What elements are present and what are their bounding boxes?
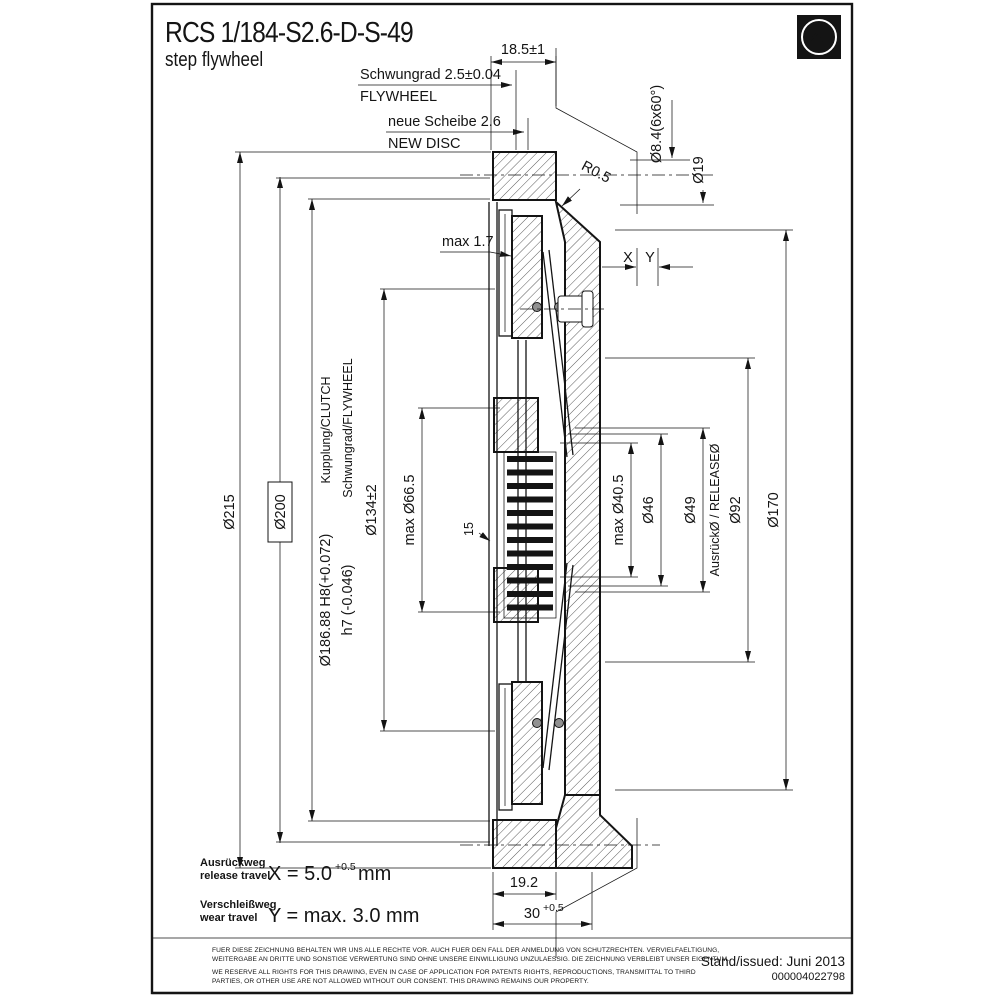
- rivet-bottom-left: [533, 719, 542, 728]
- dim-d40: max Ø40.5: [611, 474, 627, 546]
- dim-d200: Ø200: [273, 494, 289, 530]
- release-travel-label-en: release travel: [200, 870, 271, 882]
- dim-d186-note: Kupplung/CLUTCH: [319, 376, 333, 484]
- wear-travel-label-de: Verschleißweg: [200, 899, 277, 911]
- dim-d66: max Ø66.5: [402, 474, 418, 546]
- dim-max-runout: max 1.7: [442, 234, 494, 250]
- dim-y-label: Y: [645, 250, 655, 266]
- part-number: RCS 1/184-S2.6-D-S-49: [165, 16, 413, 49]
- disclaimer-de-line2: WEITERGABE AN DRITTE UND SONSTIGE VERWERTUNG SIND OHNE UNSERE EINWILLIGUNG UNZULAESSIG. DIE ZEICHNUNG VERBLEIBT UNSER EIGENTUM.: [212, 956, 730, 963]
- release-travel-label-de: Ausrückweg: [200, 857, 266, 869]
- dim-x-label: X: [623, 250, 633, 266]
- label-flywheel-en: FLYWHEEL: [360, 89, 438, 105]
- issue-date: Stand/issued: Juni 2013: [700, 954, 845, 969]
- dim-d186: Ø186.88 H8(+0.072): [318, 533, 334, 667]
- zf-logo-text: ZF: [807, 28, 831, 49]
- dim-top-width: 18.5±1: [500, 42, 546, 58]
- release-travel-tolerance: +0.5: [335, 861, 356, 873]
- mounting-flange-bottom: [493, 820, 556, 868]
- drawing-subtitle: step flywheel: [165, 47, 264, 71]
- label-disc-de: neue Scheibe 2.6: [388, 114, 501, 130]
- dim-counterbore: Ø19: [691, 156, 707, 184]
- dim-h7-note: Schwungrad/FLYWHEEL: [341, 358, 355, 498]
- disclaimer-en-line2: PARTIES, OR OTHER USE ARE NOT ALLOWED WITHOUT OUR CONSENT. THIS DRAWING REMAINS OUR PROPERTY.: [212, 978, 589, 985]
- wear-travel-formula: Y = max. 3.0 mm: [268, 905, 420, 927]
- document-number: 000004022798: [771, 971, 845, 983]
- release-travel-formula: X = 5.0: [268, 863, 332, 885]
- disc-hub-flange-top: [494, 398, 538, 452]
- zf-logo: [797, 15, 841, 59]
- pressure-plate-bottom: [512, 682, 542, 804]
- dim-15: 15: [462, 522, 476, 536]
- label-disc-en: NEW DISC: [388, 136, 461, 152]
- dim-d92: Ø92: [728, 496, 744, 524]
- dim-d170: Ø170: [766, 492, 782, 528]
- dim-bolt-holes: Ø8.4(6x60°): [649, 84, 665, 164]
- wear-travel-label-en: wear travel: [200, 912, 258, 924]
- disclaimer-de-line1: FUER DIESE ZEICHNUNG BEHALTEN WIR UNS ALLE RECHTE VOR. AUCH FUER DEN FALL DER ANMELDUNG VON SCHUTZRECHTEN. VERVIELFAELTIGUNG,: [212, 947, 720, 954]
- dim-release-dia: AusrückØ / RELEASEØ: [708, 443, 722, 577]
- dim-d46: Ø46: [641, 496, 657, 524]
- disclaimer-en-line1: WE RESERVE ALL RIGHTS FOR THIS DRAWING, EVEN IN CASE OF APPLICATION FOR PATENTS RIGHTS, REPRODUCTIONS, TRANSMITTAL TO THIRD: [212, 969, 696, 976]
- dim-d134: Ø134±2: [364, 484, 380, 536]
- release-travel-unit: mm: [358, 863, 392, 885]
- pressure-plate-top: [512, 216, 542, 338]
- label-flywheel-de: Schwungrad 2.5±0.04: [360, 67, 501, 83]
- rivet-bottom-right: [555, 719, 564, 728]
- dim-b30: 30: [523, 906, 541, 922]
- dim-radius: R0.5: [578, 158, 614, 187]
- dim-d49: Ø49: [683, 496, 699, 524]
- mounting-flange-top: [493, 152, 556, 200]
- dim-h7: h7 (-0.046): [340, 564, 356, 636]
- dim-b30-tol: +0.5: [543, 902, 564, 914]
- dim-b192: 19.2: [509, 875, 539, 891]
- dim-d215: Ø215: [222, 494, 238, 530]
- rivet-top-left: [533, 303, 542, 312]
